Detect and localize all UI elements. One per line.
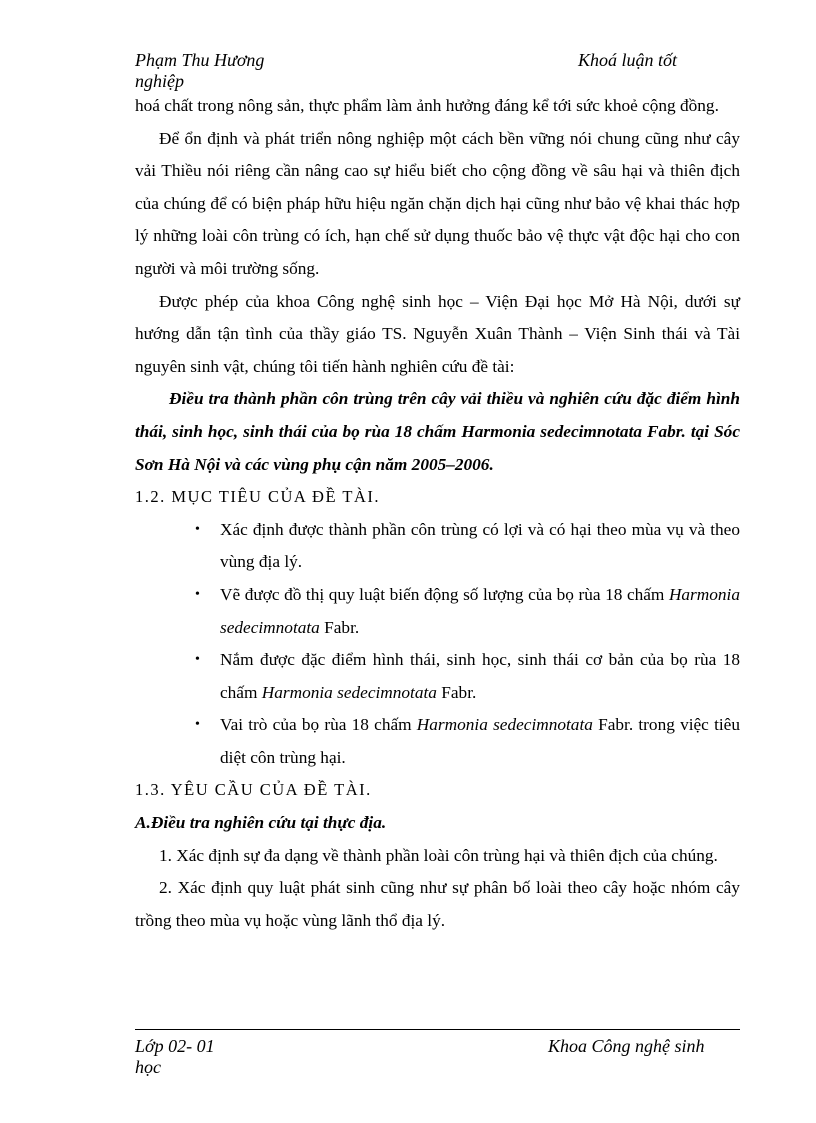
section-heading-requirements: 1.3. YÊU CẦU CỦA ĐỀ TÀI. bbox=[135, 780, 372, 800]
paragraph-permission: Được phép của khoa Công nghệ sinh học – Viện Đại học Mở Hà Nội, dưới sự hướng dẫn tận tình của thầy giáo TS. Nguyễn Xuân Thành – Viện Sinh thái và Tài nguyên sinh vật, chúng tôi tiến hành nghiên cứu đề tài: bbox=[135, 291, 740, 376]
bullet-icon: • bbox=[195, 717, 200, 733]
footer-divider bbox=[135, 1029, 740, 1030]
footer-class-wrap: học bbox=[135, 1057, 161, 1077]
list-item: • Xác định được thành phần côn trùng có lợi và có hại theo mùa vụ và theo vùng địa lý. bbox=[220, 514, 740, 579]
bullet-icon: • bbox=[195, 521, 200, 537]
list-item: • Vẽ được đồ thị quy luật biến động số lượng của bọ rùa 18 chấm Harmonia sedecimnotata Fabr. bbox=[220, 579, 740, 644]
header-thesis-label: Khoá luận tốt bbox=[578, 50, 678, 70]
species-name: Harmonia sedecimnotata bbox=[416, 715, 593, 735]
header-author bbox=[135, 50, 395, 92]
header-author-wrap: nghiệp bbox=[135, 71, 184, 91]
main-content bbox=[135, 90, 740, 937]
species-name: Harmonia sedecimnotata bbox=[261, 682, 437, 702]
species-name: Harmonia sedecimnotata bbox=[220, 584, 740, 637]
objectives-list bbox=[135, 514, 740, 775]
list-item: • Nắm được đặc điểm hình thái, sinh học, sinh thái cơ bản của bọ rùa 18 chấm Harmonia sedecimnotata Fabr. bbox=[220, 644, 740, 709]
requirement-item-2: 2. Xác định quy luật phát sinh cũng như sự phân bố loài theo cây hoặc nhóm cây trồng theo mùa vụ hoặc vùng lãnh thổ địa lý. bbox=[135, 878, 740, 930]
subheading-field-research: A.Điều tra nghiên cứu tại thực địa. bbox=[135, 813, 387, 833]
footer-class bbox=[135, 1036, 395, 1078]
paragraph-continuation: hoá chất trong nông sản, thực phẩm làm ảnh hưởng đáng kể tới sức khoẻ cộng đồng. bbox=[135, 96, 719, 115]
footer-class-label: Lớp 02- 01 bbox=[135, 1036, 215, 1056]
list-item: • Vai trò của bọ rùa 18 chấm Harmonia sedecimnotata Fabr. trong việc tiêu diệt côn trùng hại. bbox=[220, 709, 740, 774]
paragraph-sustainable-agriculture: Để ổn định và phát triển nông nghiệp một cách bền vững nói chung cũng như cây vải Thiều nói riêng cần nâng cao sự hiểu biết cho cộng đồng về sâu hại và thiên địch của chúng để có biện pháp hữu hiệu ngăn chặn dịch hại cũng như bảo vệ khai thác hợp lý những loài côn trùng có ích, hạn chế sử dụng thuốc bảo vệ thực vật độc hại cho con người và môi trường sống. bbox=[135, 128, 740, 278]
footer-faculty: Khoa Công nghệ sinh bbox=[548, 1036, 705, 1056]
requirement-item-1: 1. Xác định sự đa dạng về thành phần loài côn trùng hại và thiên địch của chúng. bbox=[159, 845, 718, 865]
thesis-title: Điều tra thành phần côn trùng trên cây vải thiều và nghiên cứu đặc điểm hình thái, sinh học, sinh thái của bọ rùa 18 chấm Harmonia sedecimnotata Fabr. tại Sóc Sơn Hà Nội và các vùng phụ cận năm 2005–2006. bbox=[135, 389, 740, 474]
section-heading-objectives: 1.2. MỤC TIÊU CỦA ĐỀ TÀI. bbox=[135, 487, 380, 507]
header-author-name: Phạm Thu Hương bbox=[135, 50, 265, 70]
bullet-icon: • bbox=[195, 652, 200, 668]
bullet-icon: • bbox=[195, 586, 200, 602]
